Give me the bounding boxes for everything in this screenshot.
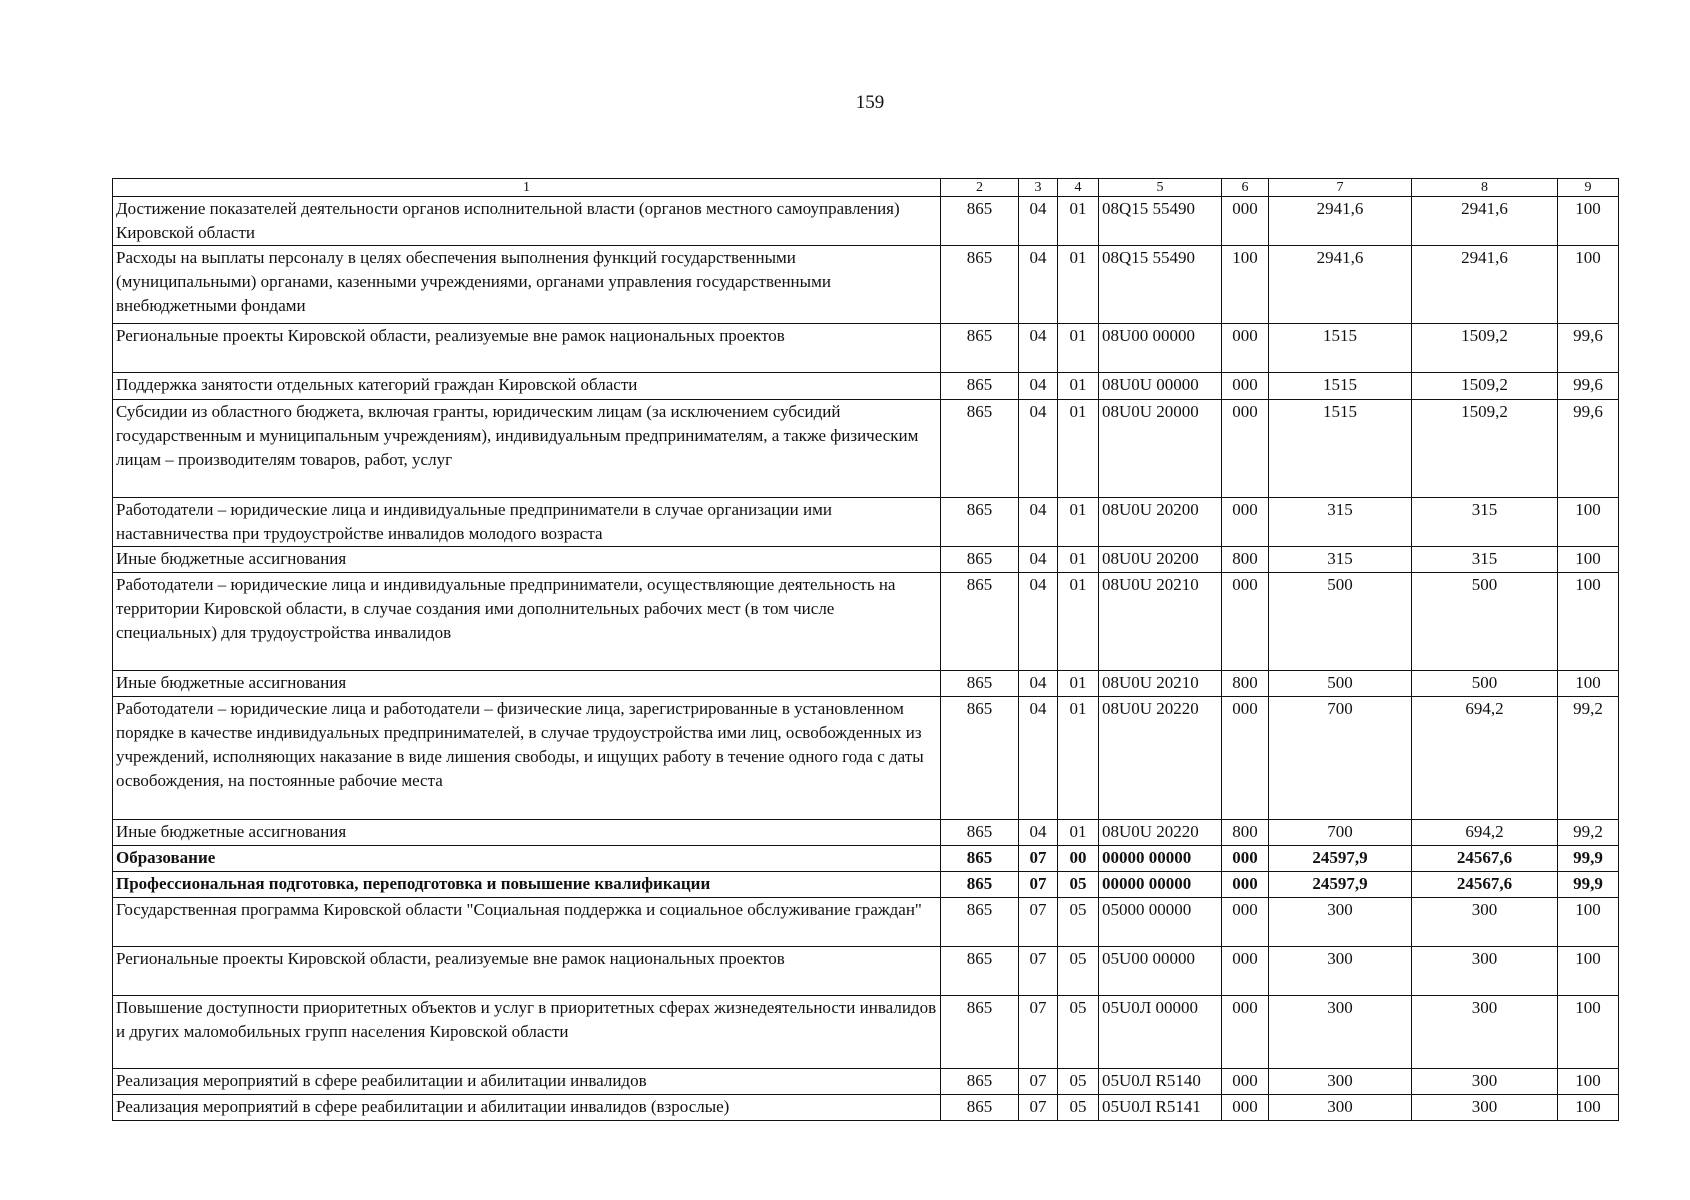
row-col-4: 00 bbox=[1058, 846, 1099, 872]
row-col-9: 100 bbox=[1558, 1069, 1619, 1095]
row-col-4: 01 bbox=[1058, 498, 1099, 547]
row-description: Реализация мероприятий в сфере реабилитации и абилитации инвалидов (взрослые) bbox=[113, 1095, 941, 1121]
table-row bbox=[113, 547, 1619, 573]
row-col-5: 08U0U 20220 bbox=[1099, 697, 1222, 820]
table-row bbox=[113, 1095, 1619, 1121]
row-col-2: 865 bbox=[941, 820, 1019, 846]
row-col-9: 100 bbox=[1558, 947, 1619, 996]
row-col-2: 865 bbox=[941, 373, 1019, 400]
row-col-2: 865 bbox=[941, 1069, 1019, 1095]
row-col-5: 08U0U 20200 bbox=[1099, 547, 1222, 573]
row-col-5: 05U0Л R5141 bbox=[1099, 1095, 1222, 1121]
table-header-row bbox=[113, 179, 1619, 197]
row-col-8: 315 bbox=[1412, 547, 1558, 573]
table-row bbox=[113, 872, 1619, 898]
row-col-8: 300 bbox=[1412, 1095, 1558, 1121]
row-col-6: 000 bbox=[1222, 573, 1269, 671]
row-col-8: 24567,6 bbox=[1412, 846, 1558, 872]
row-col-8: 694,2 bbox=[1412, 697, 1558, 820]
row-col-6: 800 bbox=[1222, 547, 1269, 573]
table-row bbox=[113, 947, 1619, 996]
row-col-4: 01 bbox=[1058, 671, 1099, 697]
row-description: Реализация мероприятий в сфере реабилитации и абилитации инвалидов bbox=[113, 1069, 941, 1095]
row-col-6: 000 bbox=[1222, 498, 1269, 547]
row-col-7: 700 bbox=[1269, 820, 1412, 846]
row-col-8: 500 bbox=[1412, 573, 1558, 671]
row-col-8: 1509,2 bbox=[1412, 324, 1558, 373]
column-header-2: 2 bbox=[941, 179, 1019, 197]
row-col-2: 865 bbox=[941, 671, 1019, 697]
column-header-9: 9 bbox=[1558, 179, 1619, 197]
row-description: Работодатели – юридические лица и работодатели – физические лица, зарегистрированные в установленном порядке в качестве индивидуальных предпринимателей, в случае трудоустройства ими лиц, освобожденных из учреждений, исполняющих наказание в виде лишения свободы, и ищущих работу в течение одного года с даты освобождения, на постоянные рабочие места bbox=[113, 697, 941, 820]
row-col-4: 05 bbox=[1058, 1069, 1099, 1095]
row-col-2: 865 bbox=[941, 246, 1019, 324]
row-col-6: 000 bbox=[1222, 947, 1269, 996]
row-col-5: 08U0U 20210 bbox=[1099, 573, 1222, 671]
row-col-4: 01 bbox=[1058, 373, 1099, 400]
row-col-2: 865 bbox=[941, 547, 1019, 573]
row-col-9: 99,2 bbox=[1558, 697, 1619, 820]
row-col-7: 500 bbox=[1269, 573, 1412, 671]
row-col-8: 300 bbox=[1412, 996, 1558, 1069]
row-col-7: 300 bbox=[1269, 1069, 1412, 1095]
row-col-6: 000 bbox=[1222, 1095, 1269, 1121]
row-col-4: 01 bbox=[1058, 697, 1099, 820]
column-header-1: 1 bbox=[113, 179, 941, 197]
row-col-9: 100 bbox=[1558, 996, 1619, 1069]
row-col-5: 08U0U 20210 bbox=[1099, 671, 1222, 697]
row-col-9: 99,9 bbox=[1558, 846, 1619, 872]
row-col-2: 865 bbox=[941, 846, 1019, 872]
row-description: Образование bbox=[113, 846, 941, 872]
row-col-3: 04 bbox=[1019, 246, 1058, 324]
row-col-8: 694,2 bbox=[1412, 820, 1558, 846]
row-col-5: 05U00 00000 bbox=[1099, 947, 1222, 996]
row-col-9: 99,6 bbox=[1558, 400, 1619, 498]
row-col-3: 04 bbox=[1019, 671, 1058, 697]
row-col-8: 2941,6 bbox=[1412, 197, 1558, 246]
row-col-9: 99,6 bbox=[1558, 373, 1619, 400]
table-row bbox=[113, 996, 1619, 1069]
table-row bbox=[113, 400, 1619, 498]
table-row bbox=[113, 498, 1619, 547]
row-description: Работодатели – юридические лица и индивидуальные предприниматели, осуществляющие деятельность на территории Кировской области, в случае создания ими дополнительных рабочих мест (в том числе специальных) для трудоустройства инвалидов bbox=[113, 573, 941, 671]
row-col-4: 05 bbox=[1058, 1095, 1099, 1121]
row-col-3: 04 bbox=[1019, 547, 1058, 573]
row-col-3: 07 bbox=[1019, 898, 1058, 947]
column-header-3: 3 bbox=[1019, 179, 1058, 197]
row-col-3: 04 bbox=[1019, 573, 1058, 671]
table-row bbox=[113, 697, 1619, 820]
row-col-8: 24567,6 bbox=[1412, 872, 1558, 898]
row-col-4: 05 bbox=[1058, 996, 1099, 1069]
row-col-4: 01 bbox=[1058, 820, 1099, 846]
row-col-7: 2941,6 bbox=[1269, 246, 1412, 324]
row-col-8: 2941,6 bbox=[1412, 246, 1558, 324]
row-description: Субсидии из областного бюджета, включая гранты, юридическим лицам (за исключением субсидий государственным и муниципальным учреждениям), индивидуальным предпринимателям, а также физическим лицам – производителям товаров, работ, услуг bbox=[113, 400, 941, 498]
row-col-2: 865 bbox=[941, 872, 1019, 898]
row-col-4: 01 bbox=[1058, 400, 1099, 498]
table-row bbox=[113, 573, 1619, 671]
row-col-6: 000 bbox=[1222, 697, 1269, 820]
row-description: Иные бюджетные ассигнования bbox=[113, 671, 941, 697]
row-col-3: 07 bbox=[1019, 872, 1058, 898]
row-col-2: 865 bbox=[941, 197, 1019, 246]
row-col-8: 315 bbox=[1412, 498, 1558, 547]
row-col-7: 300 bbox=[1269, 1095, 1412, 1121]
row-col-2: 865 bbox=[941, 697, 1019, 820]
row-col-6: 800 bbox=[1222, 820, 1269, 846]
row-col-4: 01 bbox=[1058, 573, 1099, 671]
row-description: Региональные проекты Кировской области, реализуемые вне рамок национальных проектов bbox=[113, 947, 941, 996]
row-col-5: 05U0Л R5140 bbox=[1099, 1069, 1222, 1095]
row-col-6: 000 bbox=[1222, 400, 1269, 498]
row-col-5: 08U0U 20220 bbox=[1099, 820, 1222, 846]
table-row bbox=[113, 1069, 1619, 1095]
row-col-6: 000 bbox=[1222, 197, 1269, 246]
row-col-3: 07 bbox=[1019, 1069, 1058, 1095]
row-col-3: 07 bbox=[1019, 1095, 1058, 1121]
row-description: Повышение доступности приоритетных объектов и услуг в приоритетных сферах жизнедеятельности инвалидов и других маломобильных групп населения Кировской области bbox=[113, 996, 941, 1069]
row-col-2: 865 bbox=[941, 498, 1019, 547]
row-col-4: 01 bbox=[1058, 246, 1099, 324]
row-col-5: 08U0U 00000 bbox=[1099, 373, 1222, 400]
row-description: Расходы на выплаты персоналу в целях обеспечения выполнения функций государственными (муниципальными) органами, казенными учреждениями, органами управления государственными внебюджетными фондами bbox=[113, 246, 941, 324]
row-col-3: 04 bbox=[1019, 697, 1058, 820]
row-description: Достижение показателей деятельности органов исполнительной власти (органов местного самоуправления) Кировской области bbox=[113, 197, 941, 246]
table-row bbox=[113, 197, 1619, 246]
page-number: 159 bbox=[855, 92, 885, 113]
row-col-6: 000 bbox=[1222, 373, 1269, 400]
column-header-5: 5 bbox=[1099, 179, 1222, 197]
row-col-8: 1509,2 bbox=[1412, 400, 1558, 498]
column-header-4: 4 bbox=[1058, 179, 1099, 197]
row-col-7: 1515 bbox=[1269, 324, 1412, 373]
row-col-7: 300 bbox=[1269, 996, 1412, 1069]
row-description: Иные бюджетные ассигнования bbox=[113, 547, 941, 573]
row-col-4: 05 bbox=[1058, 947, 1099, 996]
row-col-8: 300 bbox=[1412, 898, 1558, 947]
table-row bbox=[113, 246, 1619, 324]
row-col-7: 315 bbox=[1269, 547, 1412, 573]
row-col-5: 00000 00000 bbox=[1099, 872, 1222, 898]
row-col-5: 08Q15 55490 bbox=[1099, 197, 1222, 246]
row-col-7: 300 bbox=[1269, 898, 1412, 947]
row-col-2: 865 bbox=[941, 1095, 1019, 1121]
table-row bbox=[113, 820, 1619, 846]
row-col-3: 04 bbox=[1019, 400, 1058, 498]
row-col-6: 000 bbox=[1222, 846, 1269, 872]
budget-table bbox=[112, 178, 1619, 1121]
row-description: Государственная программа Кировской области "Социальная поддержка и социальное обслуживание граждан" bbox=[113, 898, 941, 947]
row-col-3: 04 bbox=[1019, 498, 1058, 547]
row-col-3: 07 bbox=[1019, 846, 1058, 872]
row-col-7: 1515 bbox=[1269, 400, 1412, 498]
row-col-2: 865 bbox=[941, 324, 1019, 373]
row-col-2: 865 bbox=[941, 898, 1019, 947]
row-col-7: 500 bbox=[1269, 671, 1412, 697]
row-col-7: 24597,9 bbox=[1269, 872, 1412, 898]
row-col-8: 300 bbox=[1412, 947, 1558, 996]
row-col-9: 100 bbox=[1558, 671, 1619, 697]
row-col-9: 100 bbox=[1558, 547, 1619, 573]
row-col-9: 99,6 bbox=[1558, 324, 1619, 373]
row-col-8: 300 bbox=[1412, 1069, 1558, 1095]
row-col-6: 000 bbox=[1222, 872, 1269, 898]
table-row bbox=[113, 373, 1619, 400]
row-col-9: 100 bbox=[1558, 246, 1619, 324]
row-col-7: 315 bbox=[1269, 498, 1412, 547]
row-col-5: 00000 00000 bbox=[1099, 846, 1222, 872]
table-row bbox=[113, 898, 1619, 947]
row-col-8: 500 bbox=[1412, 671, 1558, 697]
row-col-3: 04 bbox=[1019, 373, 1058, 400]
row-description: Работодатели – юридические лица и индивидуальные предприниматели в случае организации ими наставничества при трудоустройстве инвалидов молодого возраста bbox=[113, 498, 941, 547]
row-col-5: 05U0Л 00000 bbox=[1099, 996, 1222, 1069]
row-col-4: 01 bbox=[1058, 324, 1099, 373]
row-description: Поддержка занятости отдельных категорий граждан Кировской области bbox=[113, 373, 941, 400]
row-col-7: 2941,6 bbox=[1269, 197, 1412, 246]
row-col-9: 100 bbox=[1558, 498, 1619, 547]
row-col-9: 100 bbox=[1558, 197, 1619, 246]
row-col-5: 08U0U 20000 bbox=[1099, 400, 1222, 498]
column-header-6: 6 bbox=[1222, 179, 1269, 197]
row-col-2: 865 bbox=[941, 400, 1019, 498]
row-col-3: 04 bbox=[1019, 324, 1058, 373]
row-col-9: 100 bbox=[1558, 573, 1619, 671]
table-row bbox=[113, 671, 1619, 697]
row-col-3: 04 bbox=[1019, 197, 1058, 246]
row-col-5: 05000 00000 bbox=[1099, 898, 1222, 947]
table-body bbox=[113, 197, 1619, 1121]
row-col-4: 01 bbox=[1058, 547, 1099, 573]
row-col-7: 700 bbox=[1269, 697, 1412, 820]
row-col-2: 865 bbox=[941, 947, 1019, 996]
row-col-5: 08U0U 20200 bbox=[1099, 498, 1222, 547]
row-col-7: 24597,9 bbox=[1269, 846, 1412, 872]
row-col-4: 01 bbox=[1058, 197, 1099, 246]
row-col-7: 1515 bbox=[1269, 373, 1412, 400]
row-col-2: 865 bbox=[941, 996, 1019, 1069]
row-col-9: 99,9 bbox=[1558, 872, 1619, 898]
table-row bbox=[113, 324, 1619, 373]
row-col-3: 07 bbox=[1019, 996, 1058, 1069]
column-header-7: 7 bbox=[1269, 179, 1412, 197]
row-col-9: 100 bbox=[1558, 1095, 1619, 1121]
row-description: Профессиональная подготовка, переподготовка и повышение квалификации bbox=[113, 872, 941, 898]
row-col-6: 000 bbox=[1222, 898, 1269, 947]
row-col-8: 1509,2 bbox=[1412, 373, 1558, 400]
row-col-4: 05 bbox=[1058, 872, 1099, 898]
table-row bbox=[113, 846, 1619, 872]
row-col-7: 300 bbox=[1269, 947, 1412, 996]
row-col-9: 99,2 bbox=[1558, 820, 1619, 846]
row-col-5: 08U00 00000 bbox=[1099, 324, 1222, 373]
row-description: Иные бюджетные ассигнования bbox=[113, 820, 941, 846]
column-header-8: 8 bbox=[1412, 179, 1558, 197]
row-col-3: 04 bbox=[1019, 820, 1058, 846]
row-description: Региональные проекты Кировской области, реализуемые вне рамок национальных проектов bbox=[113, 324, 941, 373]
row-col-6: 800 bbox=[1222, 671, 1269, 697]
row-col-6: 000 bbox=[1222, 324, 1269, 373]
row-col-5: 08Q15 55490 bbox=[1099, 246, 1222, 324]
row-col-4: 05 bbox=[1058, 898, 1099, 947]
row-col-2: 865 bbox=[941, 573, 1019, 671]
row-col-6: 100 bbox=[1222, 246, 1269, 324]
row-col-6: 000 bbox=[1222, 1069, 1269, 1095]
row-col-6: 000 bbox=[1222, 996, 1269, 1069]
row-col-3: 07 bbox=[1019, 947, 1058, 996]
row-col-9: 100 bbox=[1558, 898, 1619, 947]
